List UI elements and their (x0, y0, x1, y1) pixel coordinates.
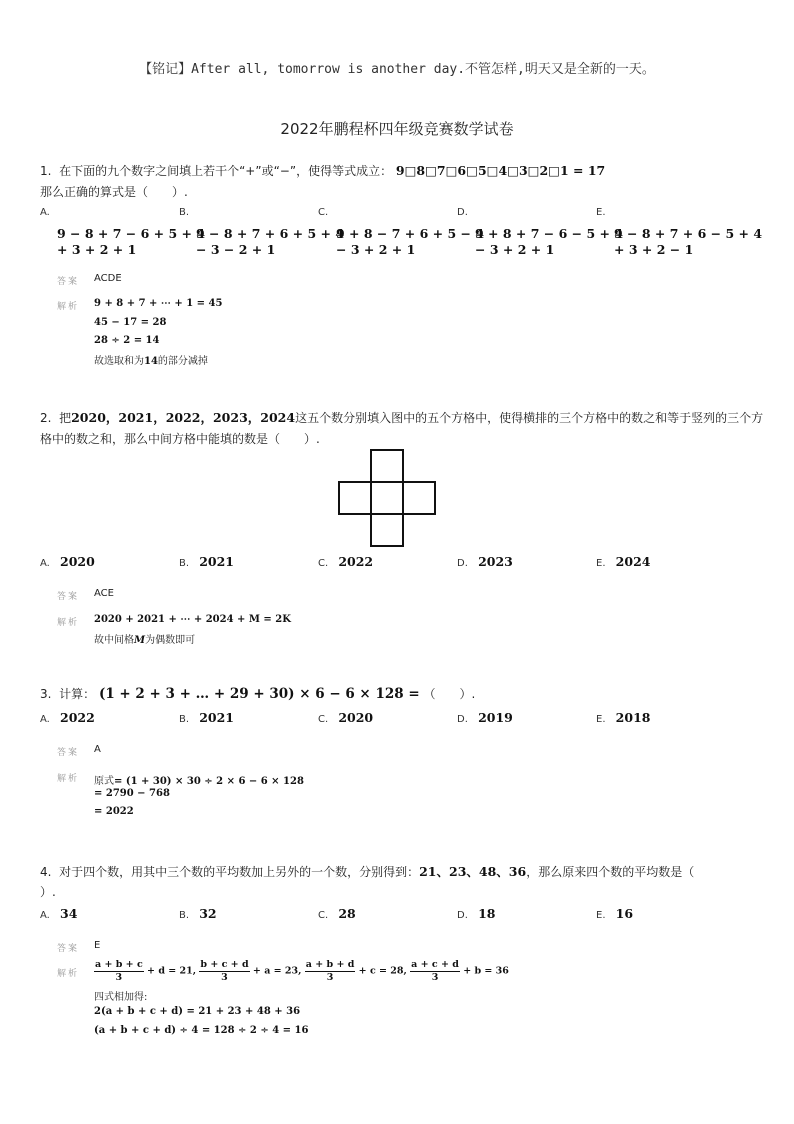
q1-conclusion-a: 故选取和为 (94, 356, 144, 367)
page-title: 2022年鹏程杯四年级竞赛数学试卷 (280, 120, 514, 138)
q3-option-b[interactable] (179, 707, 234, 726)
q4-option-a[interactable] (40, 903, 77, 922)
q4-stem-a: 对于四个数，用其中三个数的平均数加上另外的一个数，分别得到： (59, 865, 420, 879)
q2-option-d[interactable] (457, 551, 513, 570)
q1-stem-text: 在下面的九个数字之间填上若干个“+”或“−”，使得等式成立： (59, 164, 393, 178)
q4-analysis-line1: 2(a + b + c + d) = 21 + 23 + 48 + 36 (94, 1006, 301, 1017)
q3-option-c-value: 2020 (338, 710, 374, 725)
q4-analysis-sum-text: 四式相加得: (94, 992, 148, 1003)
q2-answer-label: 答案 (57, 592, 80, 602)
q3-stem (40, 685, 475, 702)
q2-option-a-label: A. (40, 558, 50, 569)
q4-option-c[interactable] (318, 903, 356, 922)
q1-analysis-line2: 45 − 17 = 28 (94, 317, 167, 328)
q1-answer: ACDE (94, 273, 122, 284)
q2-answer: ACE (94, 588, 114, 599)
q2-nums: 2020，2021，2022，2023，2024 (71, 410, 296, 425)
q1-option-d-line1[interactable]: 9 + 8 + 7 − 6 − 5 + 4 (475, 226, 624, 241)
q3-option-a-value: 2022 (60, 710, 95, 725)
q4-fraction-1-den: 3 (115, 971, 123, 983)
q3-option-d-value: 2019 (478, 710, 513, 725)
q2-option-d-value: 2023 (478, 554, 513, 569)
q2-option-c-label: C. (318, 558, 329, 569)
q4-number: 4. (40, 865, 52, 879)
q4-fraction-1-num: a + b + c (95, 959, 143, 970)
q2-conclusion-a: 故中间格 (94, 635, 134, 646)
q4-fraction-2-rest: + a = 23, (252, 965, 302, 977)
q2-stem-b: 这五个数分别填入图中的五个方格中，使得横排的三个方格中的数之和等于竖列的三个方 (295, 411, 764, 425)
q1-option-b-line2[interactable]: − 3 − 2 + 1 (196, 242, 276, 257)
cross-grid-figure (338, 449, 436, 547)
q2-option-b[interactable] (179, 551, 234, 570)
q1-option-c-line1[interactable]: 9 + 8 − 7 + 6 + 5 − 4 (336, 226, 485, 241)
q1-option-c-line2[interactable]: − 3 + 2 + 1 (336, 242, 416, 257)
q1-option-a-label[interactable]: A. (40, 207, 50, 218)
q1-option-a-line2[interactable]: + 3 + 2 + 1 (57, 242, 137, 257)
q1-option-e-line1[interactable]: 9 − 8 + 7 + 6 − 5 + 4 (614, 226, 763, 241)
q3-option-e-value: 2018 (615, 710, 651, 725)
q4-option-b-value: 32 (199, 906, 217, 921)
q1-analysis-line1: 9 + 8 + 7 + ⋯ + 1 = 45 (94, 298, 223, 309)
q4-fraction-3-rest: + c = 28, (358, 965, 407, 977)
q4-analysis-line2: (a + b + c + d) ÷ 4 = 128 ÷ 2 ÷ 4 = 16 (94, 1025, 309, 1036)
q3-option-b-label: B. (179, 714, 190, 725)
q4-fraction-2-num: b + c + d (200, 959, 249, 970)
q3-option-d-label: D. (457, 714, 468, 725)
q1-analysis-conclusion (94, 352, 208, 367)
q1-analysis-line3: 28 ÷ 2 = 14 (94, 335, 160, 346)
q2-stem-a: 把 (59, 411, 72, 425)
q1-option-e-label[interactable]: E. (596, 207, 606, 218)
q1-option-c-label[interactable]: C. (318, 207, 329, 218)
q4-option-a-label: A. (40, 910, 50, 921)
q3-stem-math: (1 + 2 + 3 + … + 29 + 30) × 6 − 6 × 128 = (98, 686, 420, 702)
q2-number: 2. (40, 411, 52, 425)
q2-analysis-line1: 2020 + 2021 + ⋯ + 2024 + M = 2K (94, 614, 291, 625)
q3-option-c[interactable] (318, 707, 373, 726)
q4-option-b-label: B. (179, 910, 190, 921)
q2-option-e[interactable] (596, 551, 650, 570)
q3-number: 3. (40, 687, 52, 701)
q1-option-e-line2[interactable]: + 3 + 2 − 1 (614, 242, 694, 257)
q1-option-b-label[interactable]: B. (179, 207, 190, 218)
q4-option-a-value: 34 (60, 906, 78, 921)
q1-option-a-line1[interactable]: 9 − 8 + 7 − 6 + 5 + 4 (57, 226, 206, 241)
q4-option-d[interactable] (457, 903, 495, 922)
q3-answer-label: 答案 (57, 748, 80, 758)
q2-stem (40, 408, 763, 426)
q4-fraction-1-rest: + d = 21, (147, 965, 197, 977)
q2-option-b-label: B. (179, 558, 190, 569)
grid-cell-bottom (371, 514, 403, 546)
grid-cell-top (371, 450, 403, 482)
q4-fraction-2-den: 3 (221, 971, 228, 983)
q4-fraction-4 (410, 960, 460, 982)
q2-option-c-value: 2022 (338, 554, 374, 569)
q4-answer-label: 答案 (57, 944, 80, 954)
q2-option-a[interactable] (40, 551, 95, 570)
q4-stem-b: ，那么原来四个数的平均数是（ (526, 865, 695, 879)
motto: 【铭记】After all, tomorrow is another day.不管怎样,明天又是全新的一天。 (139, 62, 655, 77)
q4-stem-line2: ）. (40, 885, 56, 899)
q2-conclusion-var: M (134, 635, 146, 646)
q2-option-b-value: 2021 (199, 554, 235, 569)
q1-conclusion-num: 14 (144, 356, 158, 367)
q4-fraction-3-den: 3 (326, 971, 334, 983)
q3-option-b-value: 2021 (199, 710, 235, 725)
grid-cell-left (339, 482, 371, 514)
q2-option-e-label: E. (596, 558, 606, 569)
q1-conclusion-b: 的部分减掉 (157, 356, 208, 367)
q4-option-c-label: C. (318, 910, 329, 921)
q1-stem-math: 9□8□7□6□5□4□3□2□1 = 17 (395, 163, 606, 178)
q3-analysis-line2: = 2790 − 768 (94, 788, 170, 799)
q1-option-d-label[interactable]: D. (457, 207, 468, 218)
q2-option-d-label: D. (457, 558, 468, 569)
q2-conclusion-b: 为偶数即可 (145, 635, 196, 646)
q3-option-a-label: A. (40, 714, 50, 725)
q4-option-d-value: 18 (478, 906, 496, 921)
q4-analysis-fractions (94, 960, 509, 982)
q1-analysis-label: 解析 (57, 302, 80, 312)
q4-option-e-label: E. (596, 910, 606, 921)
q1-stem (40, 162, 605, 179)
q3-stem-b: （ ）. (423, 687, 476, 701)
q4-fraction-4-den: 3 (431, 971, 439, 983)
q4-nums: 21、23、48、36 (419, 864, 527, 879)
q2-analysis-label: 解析 (57, 618, 80, 628)
q1-option-b-line1[interactable]: 9 − 8 + 7 + 6 + 5 + 4 (196, 226, 345, 241)
q1-number: 1. (40, 164, 52, 178)
q3-analysis-label: 解析 (57, 774, 80, 784)
q4-option-c-value: 28 (338, 906, 356, 921)
q2-stem-line2: 格中的数之和，那么中间方格中能填的数是（ ）. (40, 432, 320, 446)
q4-fraction-1 (94, 960, 144, 982)
q2-option-c[interactable] (318, 551, 373, 570)
q3-option-e[interactable] (596, 707, 650, 726)
q3-option-e-label: E. (596, 714, 606, 725)
q4-fraction-3-num: a + b + d (305, 959, 355, 970)
q2-option-a-value: 2020 (60, 554, 95, 569)
q4-fraction-3 (305, 960, 356, 982)
q4-fraction-4-num: a + c + d (411, 959, 459, 970)
q2-analysis-conclusion (94, 631, 195, 646)
q3-option-a[interactable] (40, 707, 95, 726)
q4-answer: E (94, 940, 101, 951)
q1-answer-label: 答案 (57, 277, 80, 287)
q4-option-e[interactable] (596, 903, 633, 922)
grid-cell-right (403, 482, 435, 514)
q4-option-d-label: D. (457, 910, 468, 921)
q3-option-c-label: C. (318, 714, 329, 725)
q3-analysis-line1 (94, 769, 304, 788)
q1-option-d-line2[interactable]: − 3 + 2 + 1 (475, 242, 555, 257)
q3-analysis-prefix: 原式 (94, 776, 114, 787)
q4-analysis-label: 解析 (57, 969, 80, 979)
q2-option-e-value: 2024 (615, 554, 651, 569)
q3-analysis-expr1: = (1 + 30) × 30 ÷ 2 × 6 − 6 × 128 (114, 776, 304, 787)
q3-analysis-line3: = 2022 (94, 806, 134, 817)
grid-cell-center (371, 482, 403, 514)
q4-option-e-value: 16 (615, 906, 634, 921)
q4-fraction-4-rest: + b = 36 (463, 965, 509, 977)
q1-stem-line2: 那么正确的算式是（ ）. (40, 185, 188, 199)
q3-stem-a: 计算： (59, 687, 96, 701)
q4-stem (40, 862, 694, 880)
q3-answer: A (94, 744, 101, 755)
q4-fraction-2 (199, 960, 249, 982)
q3-option-d[interactable] (457, 707, 513, 726)
q4-option-b[interactable] (179, 903, 217, 922)
